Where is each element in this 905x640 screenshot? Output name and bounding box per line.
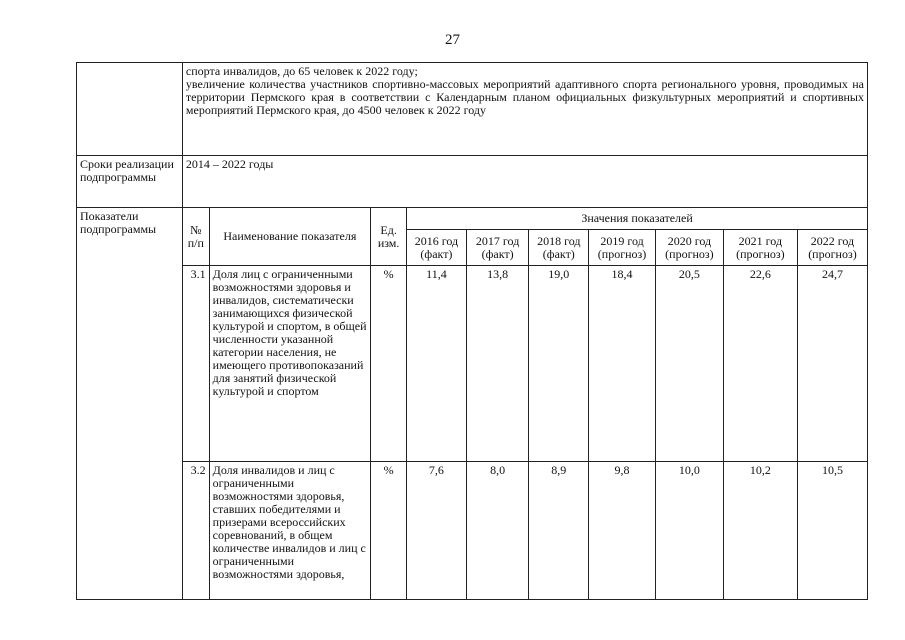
row-value: 24,7 xyxy=(797,266,867,462)
row-unit: % xyxy=(371,462,407,600)
indicators-label: Показатели подпрограммы xyxy=(77,208,183,600)
row-value: 11,4 xyxy=(407,266,467,462)
page-number: 27 xyxy=(445,32,460,48)
indicators-header-row-1 xyxy=(77,208,868,230)
row-value: 9,8 xyxy=(589,462,656,600)
col-header-num: № п/п xyxy=(182,208,209,266)
continuation-text-cell xyxy=(182,63,867,156)
col-header-year: 2022 год (прогноз) xyxy=(797,230,867,266)
row-value: 8,9 xyxy=(529,462,589,600)
terms-value: 2014 – 2022 годы xyxy=(182,156,867,208)
col-header-year: 2016 год (факт) xyxy=(407,230,467,266)
col-header-year: 2018 год (факт) xyxy=(529,230,589,266)
col-header-name: Наименование показателя xyxy=(209,208,370,266)
row-unit: % xyxy=(371,266,407,462)
col-header-unit: Ед. изм. xyxy=(371,208,407,266)
row-indicator-name: Доля лиц с ограниченными возможностями здоровья и инвалидов, систематически занимающихся физической культурой и спортом, в общей численности указанной категории населения, не имеющего противопоказаний для занятий физической культурой и спортом xyxy=(209,266,370,462)
table-row xyxy=(77,462,868,600)
col-header-year: 2017 год (факт) xyxy=(466,230,529,266)
row-value: 7,6 xyxy=(407,462,467,600)
row-value: 13,8 xyxy=(466,266,529,462)
row-value: 10,5 xyxy=(797,462,867,600)
row-num: 3.2 xyxy=(182,462,209,600)
row-value: 10,0 xyxy=(655,462,723,600)
row-value: 20,5 xyxy=(655,266,723,462)
row-value: 22,6 xyxy=(723,266,797,462)
subprogram-passport-table xyxy=(76,62,868,600)
row-value: 19,0 xyxy=(529,266,589,462)
terms-label: Сроки реализации подпрограммы xyxy=(77,156,183,208)
col-header-year: 2019 год (прогноз) xyxy=(589,230,656,266)
col-header-year: 2020 год (прогноз) xyxy=(655,230,723,266)
continuation-line-2: увеличение количества участников спортивно-массовых мероприятий адаптивного спорта регионального уровня, проводимых на территории Пермского края в соответствии с Календарным планом официальных физкультурных мероприятий и спортивных мероприятий Пермского края, до 4500 человек к 2022 году xyxy=(185,77,864,117)
continuation-label-cell xyxy=(77,63,183,156)
row-value: 8,0 xyxy=(466,462,529,600)
continuation-row xyxy=(77,63,868,156)
row-value: 18,4 xyxy=(589,266,656,462)
row-indicator-name: Доля инвалидов и лиц с ограниченными возможностями здоровья, ставших победителями и призерами всероссийских соревнований, в общем количестве инвалидов и лиц с ограниченными возможностями здоровья, xyxy=(209,462,370,600)
continuation-line-1: спорта инвалидов, до 65 человек к 2022 году; xyxy=(185,64,418,78)
col-header-values: Значения показателей xyxy=(407,208,868,230)
table-row xyxy=(77,266,868,462)
terms-row xyxy=(77,156,868,208)
col-header-year: 2021 год (прогноз) xyxy=(723,230,797,266)
row-num: 3.1 xyxy=(182,266,209,462)
row-value: 10,2 xyxy=(723,462,797,600)
